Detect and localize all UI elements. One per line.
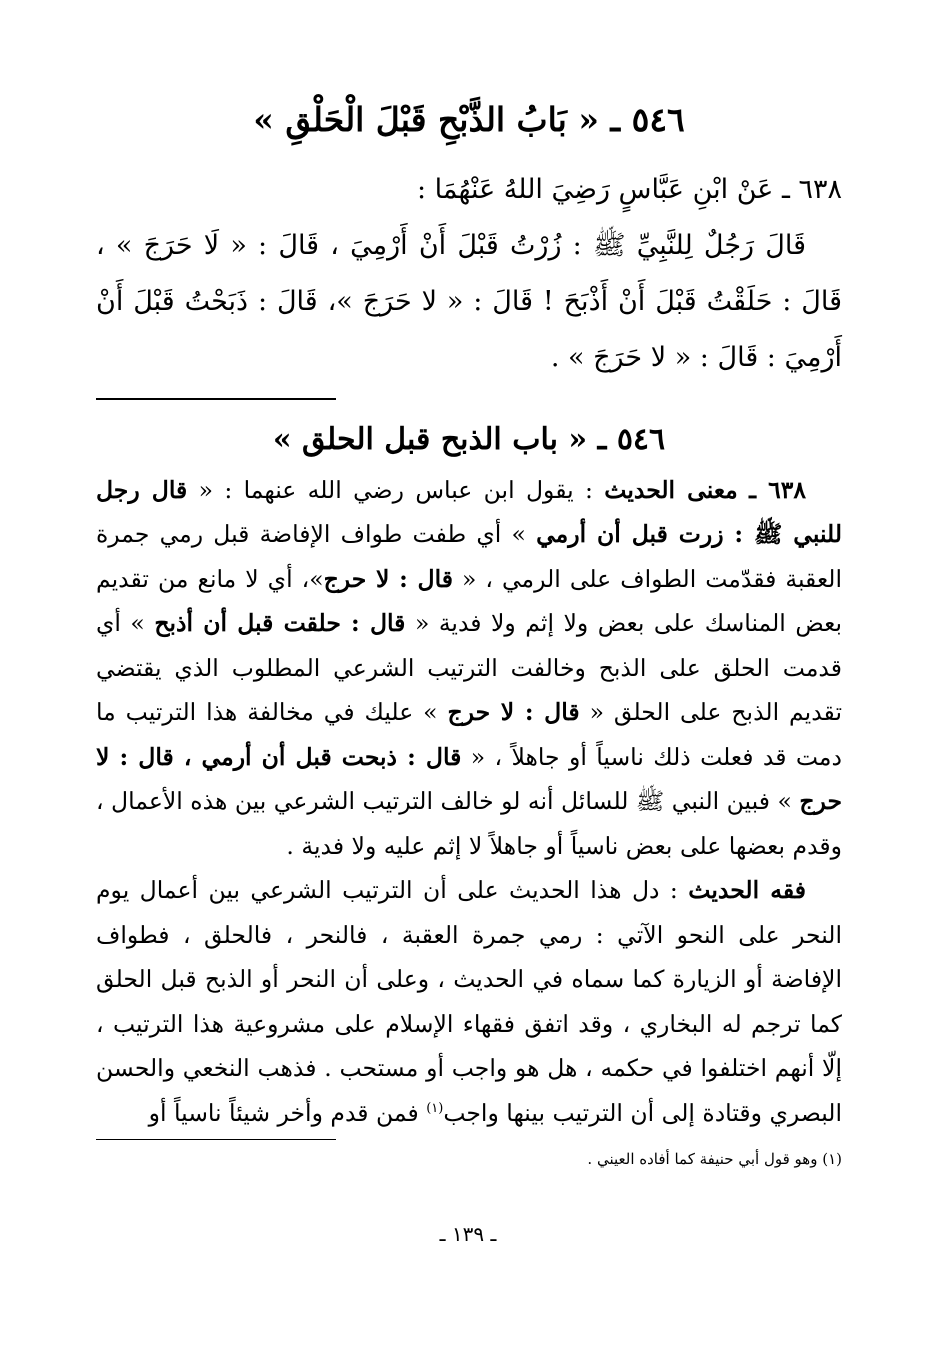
- section-divider: [96, 398, 336, 400]
- hadith-body: قَالَ رَجُلٌ لِلنَّبِيِّ ﷺ : زُرْتُ قَبْلَ أَنْ أَرْمِيَ ، قَالَ : « لَا حَرَجَ » ، قَالَ : حَلَقْتُ قَبْلَ أَنْ أَذْبَحَ ! قَالَ : « لا حَرَجَ »، قَالَ : ذَبَحْتُ قَبْلَ أَنْ أَرْمِيَ : قَالَ : « لا حَرَجَ » .: [96, 229, 842, 373]
- hadith-text: [96, 162, 842, 386]
- fiqh-label: فقه الحديث: [688, 876, 806, 905]
- hadith-number: ٦٣٨ ـ: [749, 475, 806, 504]
- page: [96, 100, 842, 1172]
- commentary-meaning-paragraph: ٦٣٨ ـ معنى الحديث : يقول ابن عباس رضي الله عنهما : « قال رجل للنبي ﷺ : زرت قبل أن أرمي » أي طفت طواف الإفاضة قبل رمي جمرة العقبة فقدّمت الطواف على الرمي ، « قال : لا حرج»، أي لا مانع من تقديم بعض المناسك على بعض ولا إثم ولا فدية « قال : حلقت قبل أن أذبح » أي قدمت الحلق على الذبح وخالفت الترتيب الشرعي المطلوب الذي يقتضي تقديم الذبح على الحلق « قال : لا حرج » عليك في مخالفة هذا الترتيب ما دمت قد فعلت ذلك ناسياً أو جاهلاً ، « قال : ذبحت قبل أن أرمي ، قال : لا حرج » فبين النبي ﷺ للسائل أنه لو خالف الترتيب الشرعي بين هذه الأعمال ، وقدم بعضها على بعض ناسياً أو جاهلاً لا إثم عليه ولا فدية .: [96, 475, 842, 860]
- meaning-label: معنى الحديث: [604, 475, 738, 504]
- commentary-fiqh-paragraph: فقه الحديث : دل هذا الحديث على أن الترتيب الشرعي بين أعمال يوم النحر على النحو الآتي : رمي جمرة العقبة ، فالنحر ، فالحلق ، فطواف الإفاضة أو الزيارة كما سماه في الحديث ، وعلى أن النحر أو الذبح قبل الحلق كما ترجم له البخاري ، وقد اتفق فقهاء الإسلام على مشروعية هذا الترتيب ، إلّا أنهم اختلفوا في حكمه ، هل هو واجب أو مستحب . فذهب النخعي والحسن البصري وقتادة إلى أن الترتيب بينها واجب$^{(١)}$ فمن قدم وأخر شيئاً ناسياً أو: [96, 876, 842, 1127]
- hadith-narrator-line: ٦٣٨ ـ عَنْ ابْنِ عَبَّاسٍ رَضِيَ اللهُ عَنْهُمَا :: [416, 173, 842, 205]
- footnote-divider: [96, 1139, 336, 1140]
- commentary: [96, 468, 842, 1136]
- chapter-heading: ٥٤٦ ـ « بَابُ الذَّبْحِ قَبْلَ الْحَلْقِ »: [253, 100, 685, 139]
- commentary-heading: ٥٤٦ ـ « باب الذبح قبل الحلق »: [272, 421, 666, 457]
- footnote-marker: (١): [426, 1100, 444, 1116]
- page-number: ـ ١٣٩ ـ: [439, 1222, 497, 1246]
- footnote: (١) وهو قول أبي حنيفة كما أفاده العيني .: [587, 1150, 842, 1169]
